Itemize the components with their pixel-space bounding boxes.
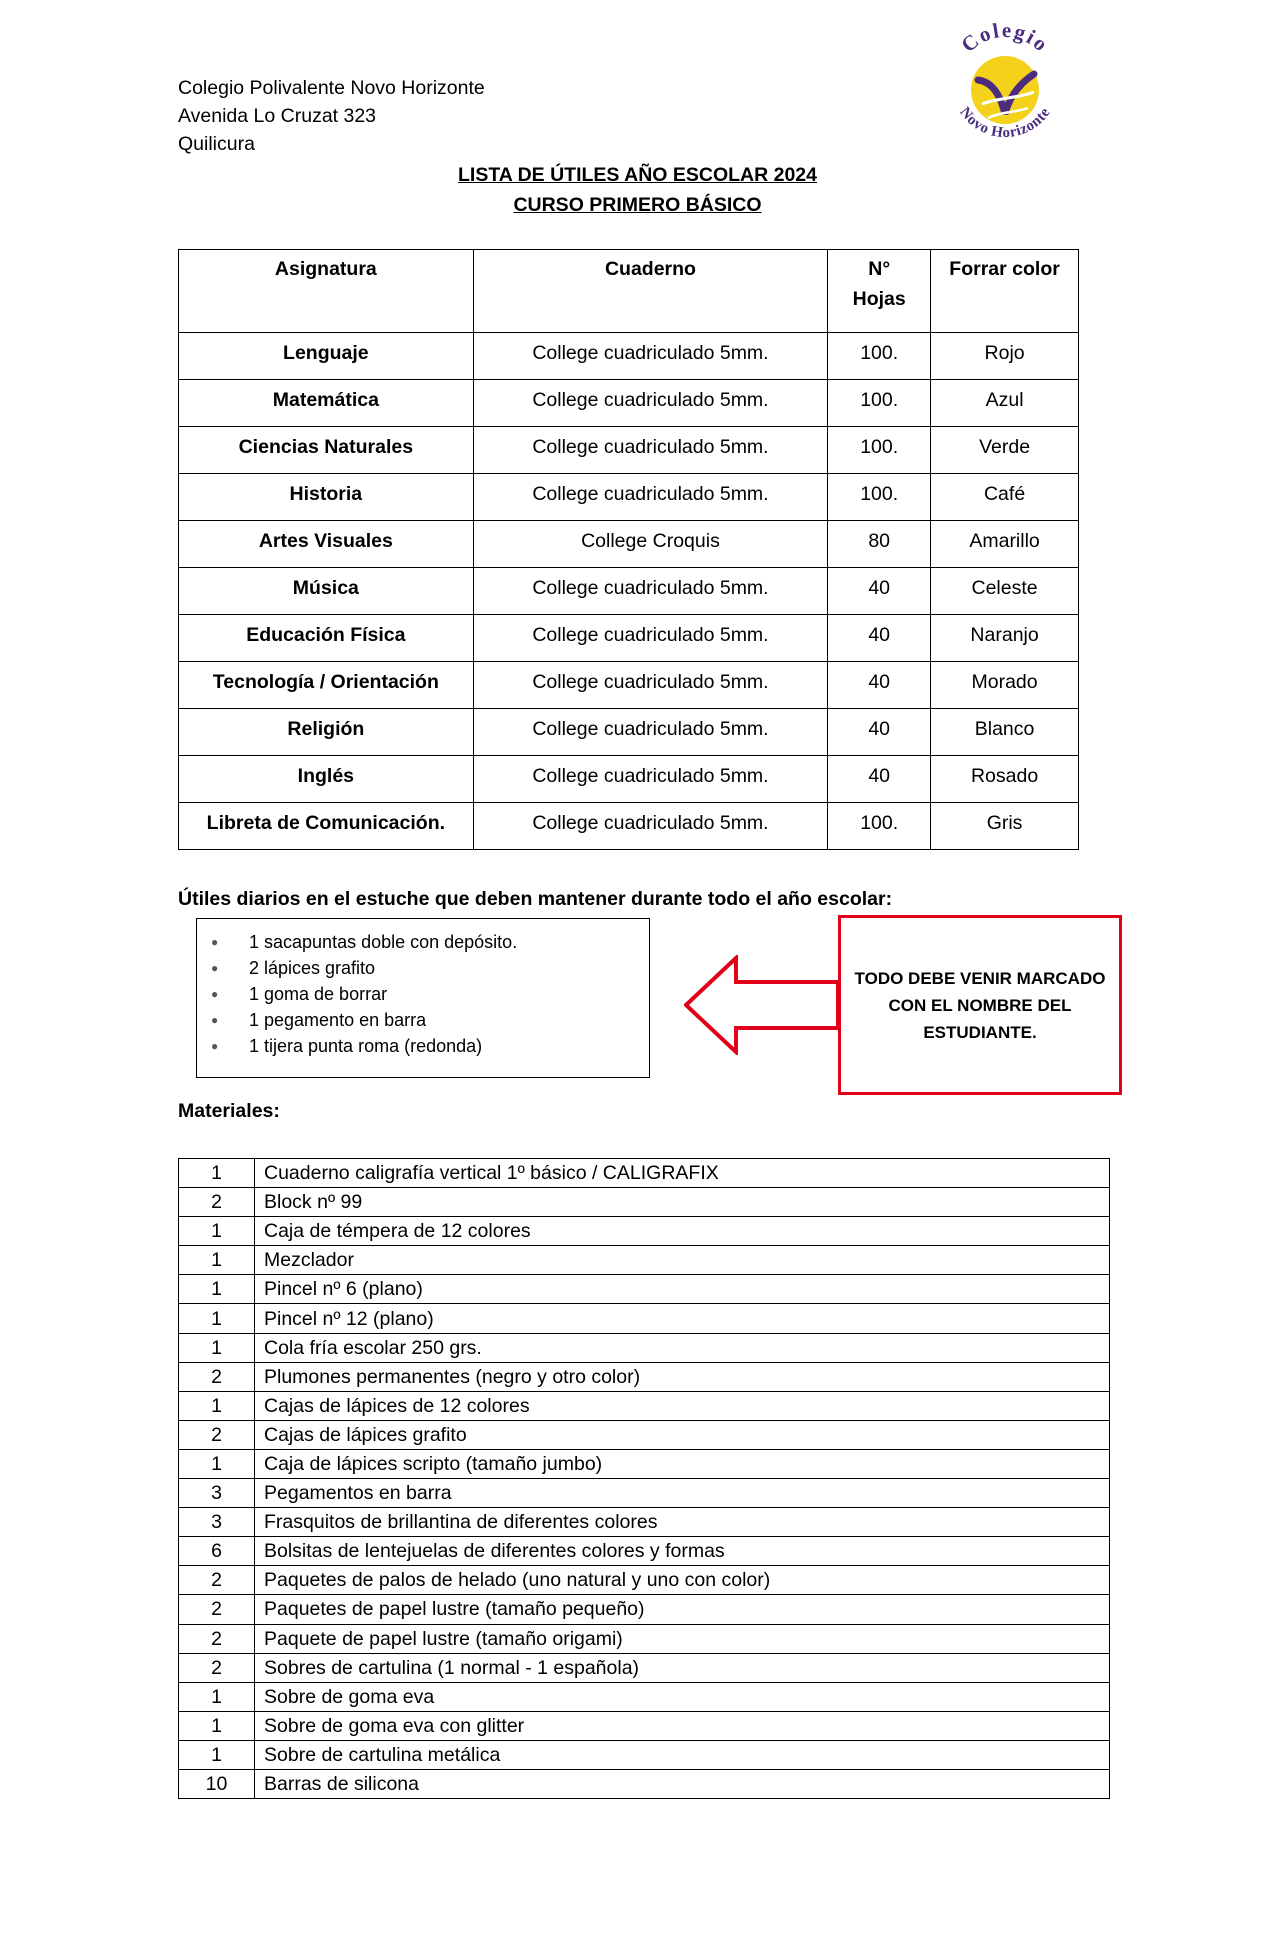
subject-cell: Inglés <box>179 756 474 803</box>
subject-cell: Religión <box>179 709 474 756</box>
notebook-cell: College cuadriculado 5mm. <box>473 662 828 709</box>
left-arrow-icon <box>684 955 840 1055</box>
subject-cell: Tecnología / Orientación <box>179 662 474 709</box>
material-quantity: 1 <box>179 1711 255 1740</box>
notebook-cell: College Croquis <box>473 521 828 568</box>
subjects-table <box>178 249 1079 850</box>
material-description: Paquete de papel lustre (tamaño origami) <box>255 1624 1110 1653</box>
header-color: Forrar color <box>931 250 1079 333</box>
subject-row <box>179 521 1079 568</box>
pages-cell: 100. <box>828 333 931 380</box>
school-logo <box>930 22 1080 162</box>
material-quantity: 2 <box>179 1362 255 1391</box>
material-description: Sobres de cartulina (1 normal - 1 española) <box>255 1653 1110 1682</box>
daily-supply-text: 1 goma de borrar <box>249 984 388 1004</box>
material-row <box>179 1333 1110 1362</box>
subject-cell: Lenguaje <box>179 333 474 380</box>
daily-supplies-box <box>196 918 650 1078</box>
daily-supply-text: 1 sacapuntas doble con depósito. <box>249 932 518 952</box>
material-row <box>179 1537 1110 1566</box>
subject-row <box>179 333 1079 380</box>
cover-color-cell: Blanco <box>931 709 1079 756</box>
school-address: Avenida Lo Cruzat 323 <box>178 105 377 127</box>
materials-heading: Materiales: <box>178 1100 280 1122</box>
pages-cell: 40 <box>828 756 931 803</box>
notebook-cell: College cuadriculado 5mm. <box>473 380 828 427</box>
bullet-icon: ● <box>211 961 219 975</box>
pages-cell: 40 <box>828 709 931 756</box>
material-row <box>179 1275 1110 1304</box>
material-description: Caja de témpera de 12 colores <box>255 1217 1110 1246</box>
material-row <box>179 1711 1110 1740</box>
subject-row <box>179 474 1079 521</box>
subject-row <box>179 756 1079 803</box>
material-row <box>179 1391 1110 1420</box>
materials-body <box>179 1159 1110 1799</box>
material-row <box>179 1304 1110 1333</box>
subject-cell: Libreta de Comunicación. <box>179 803 474 850</box>
material-quantity: 1 <box>179 1391 255 1420</box>
daily-supplies-list <box>197 919 649 1059</box>
daily-supply-item <box>211 929 649 955</box>
bullet-icon: ● <box>211 935 219 949</box>
material-quantity: 6 <box>179 1537 255 1566</box>
notebook-cell: College cuadriculado 5mm. <box>473 333 828 380</box>
material-quantity: 2 <box>179 1188 255 1217</box>
material-row <box>179 1420 1110 1449</box>
pages-cell: 40 <box>828 615 931 662</box>
notebook-cell: College cuadriculado 5mm. <box>473 615 828 662</box>
svg-text:Colegio <box>956 22 1053 57</box>
material-quantity: 1 <box>179 1275 255 1304</box>
material-quantity: 3 <box>179 1508 255 1537</box>
daily-supply-text: 1 pegamento en barra <box>249 1010 427 1030</box>
daily-supply-item <box>211 1033 649 1059</box>
materials-table <box>178 1158 1110 1799</box>
notebook-cell: College cuadriculado 5mm. <box>473 474 828 521</box>
material-row <box>179 1217 1110 1246</box>
subject-row <box>179 427 1079 474</box>
school-name: Colegio Polivalente Novo Horizonte <box>178 77 485 99</box>
notebook-cell: College cuadriculado 5mm. <box>473 427 828 474</box>
material-description: Pincel nº 6 (plano) <box>255 1275 1110 1304</box>
material-quantity: 2 <box>179 1653 255 1682</box>
document-title: LISTA DE ÚTILES AÑO ESCOLAR 2024 <box>458 164 817 186</box>
header-pages-line2: Hojas <box>852 288 906 310</box>
material-description: Cola fría escolar 250 grs. <box>255 1333 1110 1362</box>
material-row <box>179 1188 1110 1217</box>
material-quantity: 1 <box>179 1682 255 1711</box>
subject-cell: Matemática <box>179 380 474 427</box>
notebook-cell: College cuadriculado 5mm. <box>473 803 828 850</box>
material-description: Plumones permanentes (negro y otro color) <box>255 1362 1110 1391</box>
material-description: Cajas de lápices de 12 colores <box>255 1391 1110 1420</box>
daily-supply-text: 2 lápices grafito <box>249 958 376 978</box>
logo-top-text: Colegio <box>956 22 1054 58</box>
cover-color-cell: Celeste <box>931 568 1079 615</box>
material-row <box>179 1682 1110 1711</box>
subject-row <box>179 662 1079 709</box>
material-quantity: 2 <box>179 1595 255 1624</box>
daily-supplies-heading: Útiles diarios en el estuche que deben mantener durante todo el año escolar: <box>178 888 893 910</box>
material-row <box>179 1479 1110 1508</box>
material-row <box>179 1653 1110 1682</box>
header-pages-line1: N° <box>868 258 891 280</box>
material-quantity: 2 <box>179 1420 255 1449</box>
material-description: Pincel nº 12 (plano) <box>255 1304 1110 1333</box>
cover-color-cell: Café <box>931 474 1079 521</box>
material-quantity: 1 <box>179 1159 255 1188</box>
material-description: Caja de lápices scripto (tamaño jumbo) <box>255 1449 1110 1478</box>
material-row <box>179 1508 1110 1537</box>
material-description: Bolsitas de lentejuelas de diferentes colores y formas <box>255 1537 1110 1566</box>
material-quantity: 1 <box>179 1217 255 1246</box>
cover-color-cell: Naranjo <box>931 615 1079 662</box>
material-quantity: 2 <box>179 1624 255 1653</box>
material-description: Paquetes de palos de helado (uno natural y uno con color) <box>255 1566 1110 1595</box>
material-description: Block nº 99 <box>255 1188 1110 1217</box>
material-quantity: 1 <box>179 1304 255 1333</box>
pages-cell: 80 <box>828 521 931 568</box>
subject-row <box>179 568 1079 615</box>
material-quantity: 1 <box>179 1740 255 1769</box>
subjects-body <box>179 333 1079 850</box>
material-row <box>179 1246 1110 1275</box>
subject-row <box>179 709 1079 756</box>
document-titles <box>0 160 1275 220</box>
subject-row <box>179 803 1079 850</box>
pages-cell: 40 <box>828 568 931 615</box>
notice-text: TODO DEBE VENIR MARCADO CON EL NOMBRE DEL ESTUDIANTE. <box>854 968 1106 1042</box>
cover-color-cell: Gris <box>931 803 1079 850</box>
notebook-cell: College cuadriculado 5mm. <box>473 756 828 803</box>
material-description: Sobre de cartulina metálica <box>255 1740 1110 1769</box>
cover-color-cell: Rojo <box>931 333 1079 380</box>
subject-cell: Ciencias Naturales <box>179 427 474 474</box>
pages-cell: 100. <box>828 803 931 850</box>
subject-row <box>179 615 1079 662</box>
notebook-cell: College cuadriculado 5mm. <box>473 709 828 756</box>
daily-supply-text: 1 tijera punta roma (redonda) <box>249 1036 483 1056</box>
material-row <box>179 1624 1110 1653</box>
document-subtitle: CURSO PRIMERO BÁSICO <box>513 194 762 216</box>
material-row <box>179 1566 1110 1595</box>
material-quantity: 1 <box>179 1449 255 1478</box>
header-subject: Asignatura <box>179 250 474 333</box>
material-description: Barras de silicona <box>255 1769 1110 1798</box>
subjects-header-row <box>179 250 1079 333</box>
material-description: Pegamentos en barra <box>255 1479 1110 1508</box>
material-description: Frasquitos de brillantina de diferentes colores <box>255 1508 1110 1537</box>
subject-cell: Educación Física <box>179 615 474 662</box>
pages-cell: 100. <box>828 380 931 427</box>
material-description: Paquetes de papel lustre (tamaño pequeño) <box>255 1595 1110 1624</box>
material-description: Cajas de lápices grafito <box>255 1420 1110 1449</box>
material-row <box>179 1362 1110 1391</box>
daily-supply-item <box>211 981 649 1007</box>
material-quantity: 1 <box>179 1333 255 1362</box>
notebook-cell: College cuadriculado 5mm. <box>473 568 828 615</box>
cover-color-cell: Morado <box>931 662 1079 709</box>
pages-cell: 40 <box>828 662 931 709</box>
pages-cell: 100. <box>828 427 931 474</box>
material-row <box>179 1769 1110 1798</box>
cover-color-cell: Amarillo <box>931 521 1079 568</box>
school-city: Quilicura <box>178 133 255 155</box>
subject-row <box>179 380 1079 427</box>
material-row <box>179 1159 1110 1188</box>
material-description: Mezclador <box>255 1246 1110 1275</box>
material-quantity: 2 <box>179 1566 255 1595</box>
pages-cell: 100. <box>828 474 931 521</box>
material-quantity: 3 <box>179 1479 255 1508</box>
cover-color-cell: Verde <box>931 427 1079 474</box>
material-quantity: 1 <box>179 1246 255 1275</box>
material-description: Sobre de goma eva <box>255 1682 1110 1711</box>
header-notebook: Cuaderno <box>473 250 828 333</box>
bullet-icon: ● <box>211 1013 219 1027</box>
material-quantity: 10 <box>179 1769 255 1798</box>
material-row <box>179 1449 1110 1478</box>
subject-cell: Artes Visuales <box>179 521 474 568</box>
daily-supply-item <box>211 955 649 981</box>
school-header <box>178 74 485 158</box>
cover-color-cell: Rosado <box>931 756 1079 803</box>
material-description: Sobre de goma eva con glitter <box>255 1711 1110 1740</box>
daily-supply-item <box>211 1007 649 1033</box>
cover-color-cell: Azul <box>931 380 1079 427</box>
subject-cell: Historia <box>179 474 474 521</box>
notice-box <box>838 915 1122 1095</box>
logo-bottom-text: Novo Horizonte <box>956 104 1054 142</box>
material-description: Cuaderno caligrafía vertical 1º básico / CALIGRAFIX <box>255 1159 1110 1188</box>
material-row <box>179 1740 1110 1769</box>
header-pages <box>828 250 931 333</box>
material-row <box>179 1595 1110 1624</box>
bullet-icon: ● <box>211 1039 219 1053</box>
subject-cell: Música <box>179 568 474 615</box>
bullet-icon: ● <box>211 987 219 1001</box>
